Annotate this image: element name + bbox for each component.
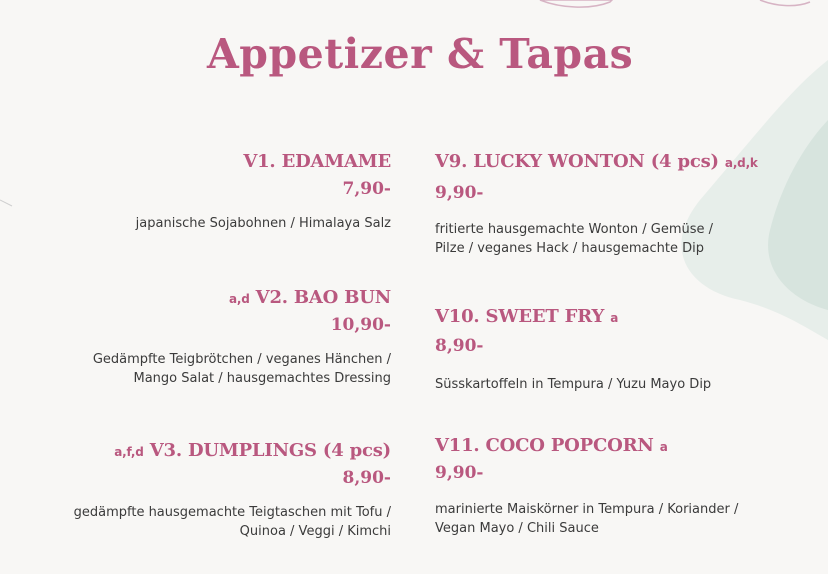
item-price: 7,90- [342,179,391,199]
description-line: Vegan Mayo / Chili Sauce [435,521,599,536]
item-name-line [11,287,391,310]
description-line: Quinoa / Veggi / Kimchi [239,524,391,539]
item-description [435,375,815,394]
item-price: 10,90- [330,315,391,335]
item-price: 9,90- [435,463,484,483]
menu-item-edamame [11,151,391,233]
description-line: gedämpfte hausgemachte Teigtaschen mit Tofu / [73,505,391,520]
item-name-line [435,151,815,174]
item-description [435,220,815,258]
menu-item-bao-bun [11,287,391,388]
allergen-codes: a,d,k [724,156,758,170]
item-description [435,500,815,538]
item-price: 9,90- [435,183,484,203]
page-title: Appetizer & Tapas [207,30,634,78]
item-name-line [11,151,391,174]
description-line: Pilze / veganes Hack / hausgemachte Dip [435,241,704,256]
item-price: 8,90- [342,468,391,488]
menu-item-coco-popcorn [435,435,815,538]
description-line: fritierte hausgemachte Wonton / Gemüse / [435,222,714,237]
item-description [11,350,391,388]
allergen-codes: a [610,311,619,325]
item-name: V9. LUCKY WONTON (4 pcs) [435,151,719,172]
menu-item-dumplings [11,440,391,541]
menu-item-lucky-wonton [435,151,815,258]
item-name-line [11,440,391,463]
item-name: V3. DUMPLINGS (4 pcs) [149,440,391,461]
menu-item-sweet-fry [435,306,815,394]
item-name: V11. COCO POPCORN [435,435,654,456]
description-line: Gedämpfte Teigbrötchen / veganes Hänchen / [92,352,391,367]
allergen-codes: a,f,d [114,445,144,459]
item-description [11,214,391,233]
item-name: V1. EDAMAME [243,151,391,172]
description-line: marinierte Maiskörner in Tempura / Koriander / [435,502,739,517]
item-price: 8,90- [435,336,484,356]
description-line: Mango Salat / hausgemachtes Dressing [133,371,391,386]
description-line: Süsskartoffeln in Tempura / Yuzu Mayo Dip [435,377,712,392]
allergen-codes: a [659,440,668,454]
description-line: japanische Sojabohnen / Himalaya Salz [135,216,391,231]
item-description [11,503,391,541]
item-name: V2. BAO BUN [255,287,391,308]
item-name-line [435,435,815,458]
item-name-line [435,306,815,329]
item-name: V10. SWEET FRY [435,306,605,327]
allergen-codes: a,d [228,292,250,306]
